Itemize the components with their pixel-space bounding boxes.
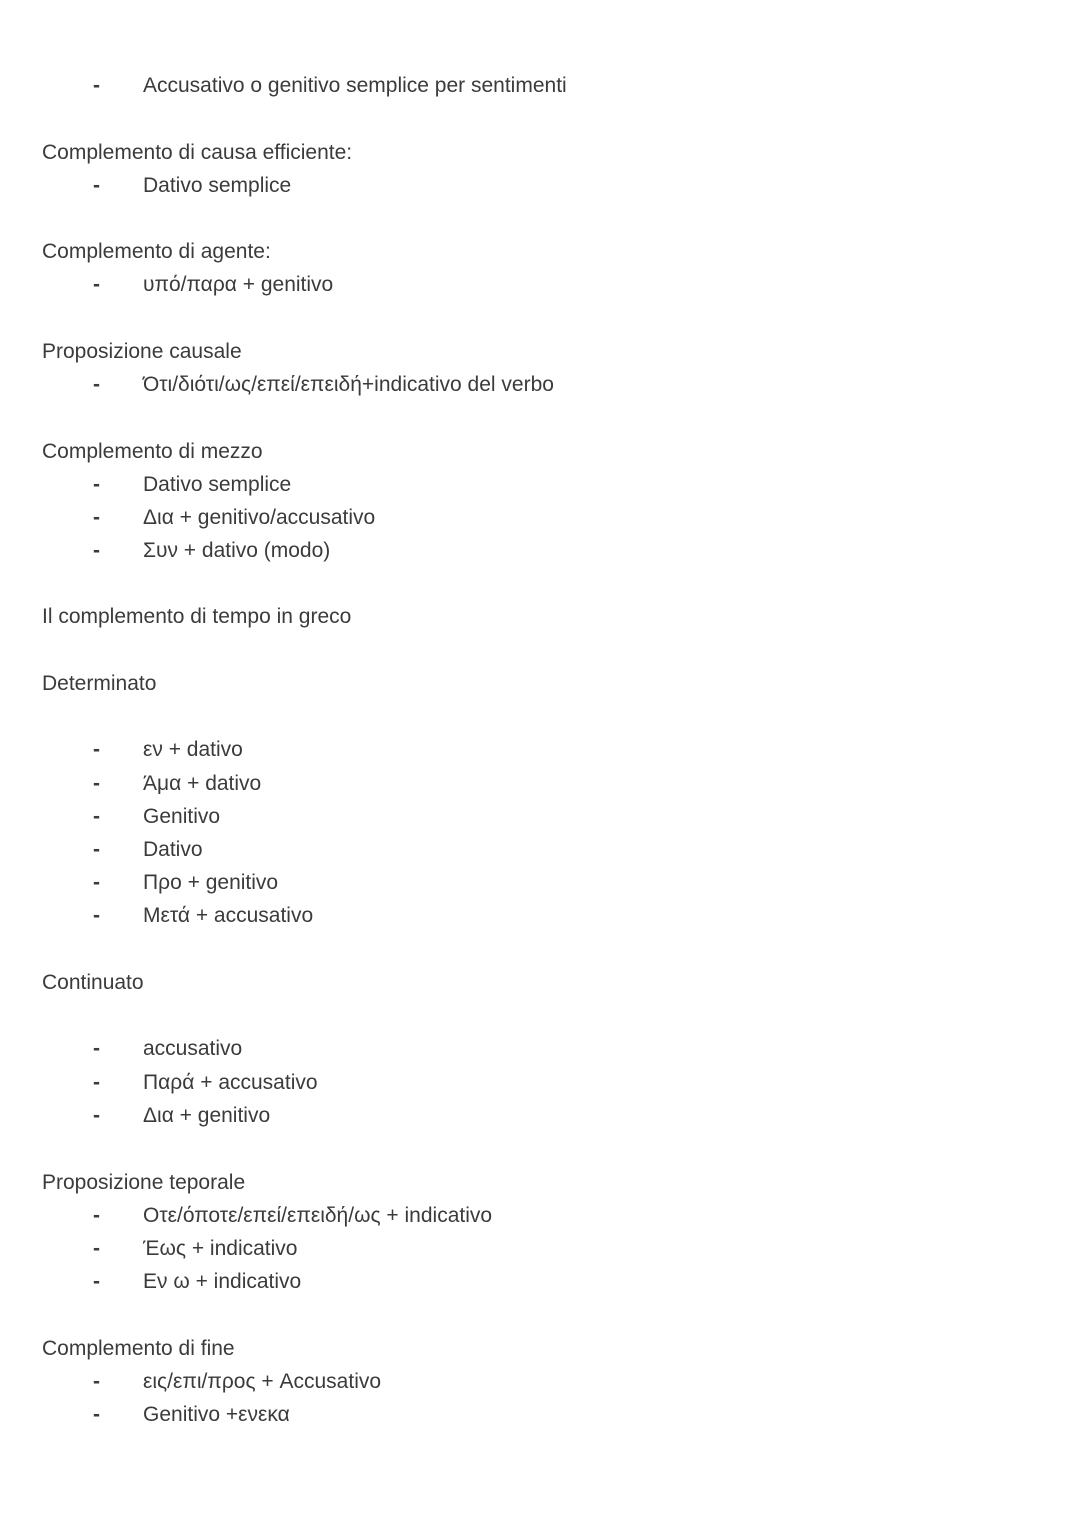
- bullet-dash: -: [93, 838, 100, 861]
- list-item-text: Δια + genitivo/accusativo: [143, 506, 376, 529]
- list-item-text: Άμα + dativo: [143, 772, 262, 795]
- list-item-text: Έως + indicativo: [143, 1237, 298, 1260]
- bullet-dash: -: [93, 373, 100, 396]
- list-item-text: εν + dativo: [143, 738, 243, 761]
- list-item-text: Δια + genitivo: [143, 1104, 271, 1127]
- section-heading: Proposizione teporale: [42, 1171, 246, 1194]
- bullet-dash: -: [93, 1403, 100, 1426]
- section-heading: Continuato: [42, 971, 144, 994]
- list-item-text: Προ + genitivo: [143, 871, 279, 894]
- bullet-dash: -: [93, 506, 100, 529]
- bullet-dash: -: [93, 1071, 100, 1094]
- list-item-text: Genitivo +ενεκα: [143, 1403, 290, 1426]
- section-heading: Complemento di mezzo: [42, 440, 263, 463]
- section-heading: Proposizione causale: [42, 340, 242, 363]
- list-item-text: Εν ω + indicativo: [143, 1270, 302, 1293]
- bullet-dash: -: [93, 738, 100, 761]
- bullet-dash: -: [93, 1270, 100, 1293]
- list-item-text: Ότι/διότι/ως/επεί/επειδή+indicativo del verbo: [143, 373, 554, 396]
- section-heading: Complemento di causa efficiente:: [42, 141, 353, 164]
- list-item-text: Παρά + accusativo: [143, 1071, 318, 1094]
- bullet-dash: -: [93, 871, 100, 894]
- bullet-dash: -: [93, 1370, 100, 1393]
- list-item-text: υπό/παρα + genitivo: [143, 273, 334, 296]
- bullet-dash: -: [93, 539, 100, 562]
- bullet-dash: -: [93, 904, 100, 927]
- list-item-text: Dativo: [143, 838, 203, 861]
- list-item-text: accusativo: [143, 1037, 243, 1060]
- bullet-dash: -: [93, 174, 100, 197]
- section-heading: Complemento di agente:: [42, 240, 271, 263]
- list-item-text: Accusativo o genitivo semplice per sentimenti: [143, 74, 567, 97]
- list-item-text: Dativo semplice: [143, 174, 292, 197]
- bullet-dash: -: [93, 74, 100, 97]
- bullet-dash: -: [93, 1237, 100, 1260]
- bullet-dash: -: [93, 1104, 100, 1127]
- bullet-dash: -: [93, 805, 100, 828]
- bullet-dash: -: [93, 273, 100, 296]
- section-heading: Determinato: [42, 672, 157, 695]
- list-item-text: Οτε/όποτε/επεί/επειδή/ως + indicativo: [143, 1204, 493, 1227]
- list-item-text: Μετά + accusativo: [143, 904, 314, 927]
- section-heading: Complemento di fine: [42, 1337, 235, 1360]
- list-item-text: Dativo semplice: [143, 473, 292, 496]
- list-item-text: Συν + dativo (modo): [143, 539, 331, 562]
- bullet-dash: -: [93, 1037, 100, 1060]
- section-heading: Il complemento di tempo in greco: [42, 605, 352, 628]
- bullet-dash: -: [93, 772, 100, 795]
- list-item-text: Genitivo: [143, 805, 221, 828]
- bullet-dash: -: [93, 473, 100, 496]
- bullet-dash: -: [93, 1204, 100, 1227]
- list-item-text: εις/επι/προς + Accusativo: [143, 1370, 382, 1393]
